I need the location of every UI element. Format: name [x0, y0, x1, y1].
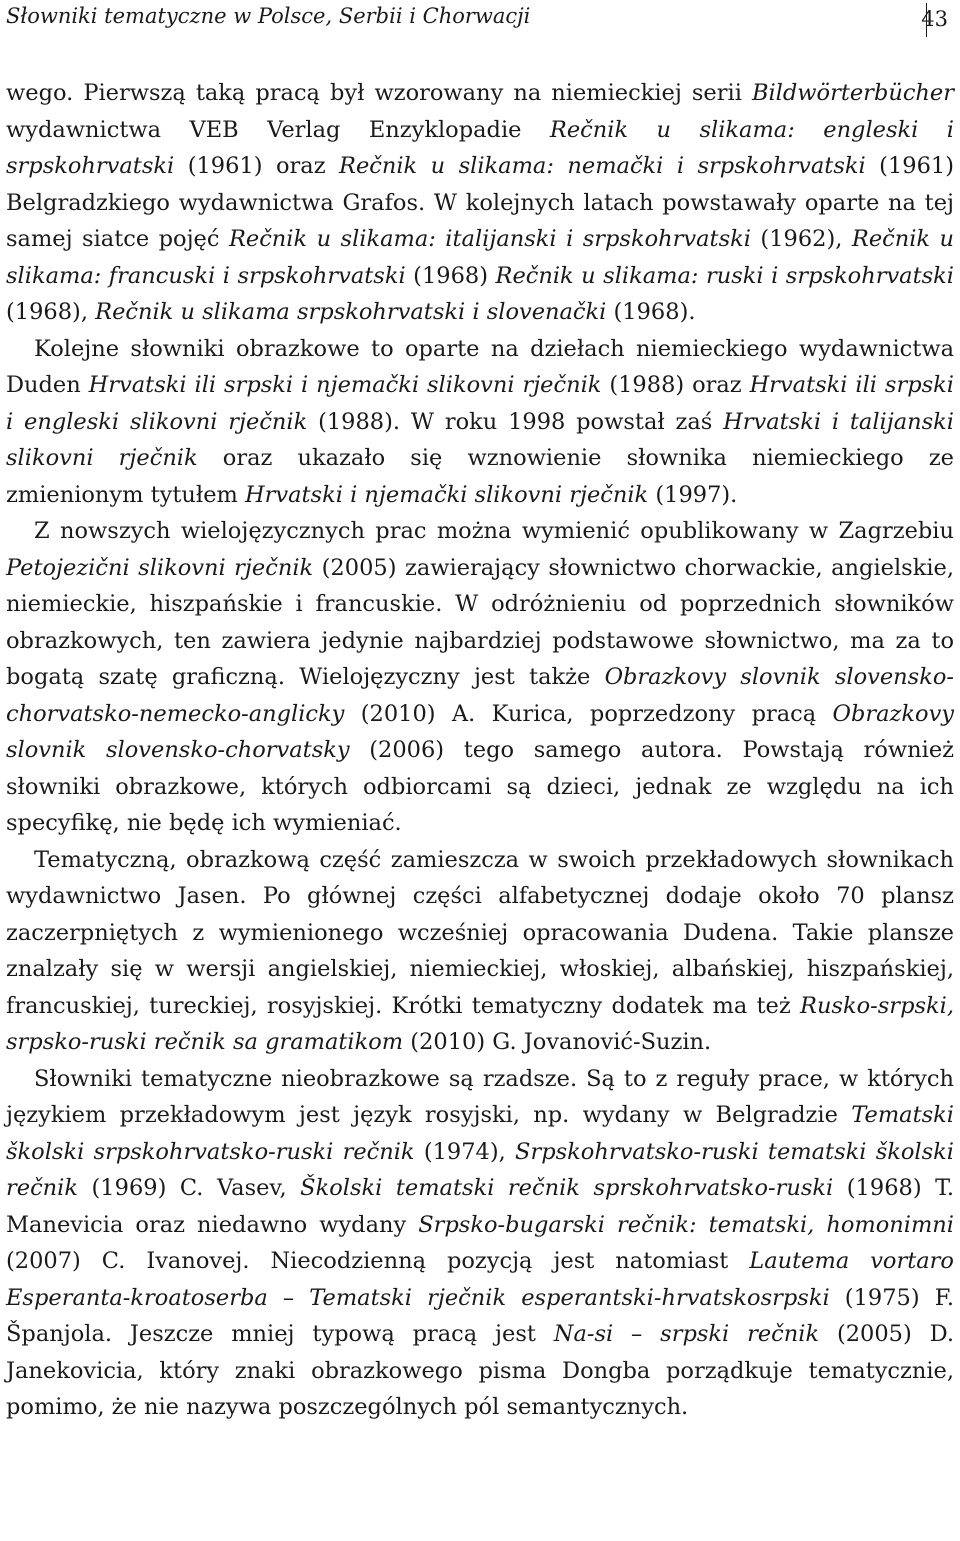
text-run: Tematyczną, obrazkową część zamieszcza w swoich przekładowych słownikach wydawnictwo Jasen. Po głównej części alfabetycznej dodaje około 70 plansz zaczerpniętych z wymienionego wcześniej opracowania Dudena. Takie plansze znalzały się w wersji angielskiej, niemieckiej, włoskiej, albańskiej, hiszpańskiej, francuskiej, tureckiej, rosyjskiej. Krótki tematyczny dodatek ma też: [6, 846, 954, 1019]
italic-title: Rečnik u slikama: nemački i srpskohrvatski: [339, 153, 866, 179]
text-run: (1988) oraz: [601, 372, 750, 398]
text-run: (2005) D. Janekovicia, który znaki obrazkowego pisma Dongba porządkuje tematycznie, pomimo, że nie nazywa poszczególnych pól semantycznych.: [6, 1321, 954, 1420]
italic-title: Hrvatski i njemački slikovni rječnik: [245, 481, 649, 508]
italic-title: Bildwörterbücher: [751, 80, 954, 106]
italic-title: Rečnik u slikama: engleski i srpskohrvatski: [6, 116, 954, 179]
text-run: (1968),: [6, 299, 96, 325]
text-run: (2010) A. Kurica, poprzedzony pracą: [344, 700, 833, 727]
text-run: wego. Pierwszą taką pracą był wzorowany na niemieckiej serii: [6, 80, 752, 106]
italic-title: Rečnik u slikama: italijanski i srpskohrvatski: [228, 226, 751, 252]
paragraph: [6, 1061, 954, 1426]
italic-title: Srpsko-bugarski rečnik: tematski, homonimni: [418, 1211, 954, 1238]
italic-title: Lautema vortaro Esperanta-kroatoserba – Tematski rječnik esperantski-hrvatskosrpski: [6, 1248, 954, 1311]
italic-title: Tematski školski srpskohrvatsko-ruski rečnik: [6, 1102, 954, 1165]
italic-title: Petojezični slikovni rječnik: [6, 554, 314, 581]
text-run: oraz ukazało się wznowienie słownika niemieckiego ze zmienionym tytułem: [6, 445, 954, 508]
text-run: (1975) F. Španjola. Jeszcze mniej typową pracą jest: [6, 1284, 954, 1347]
text-run: (1961) Belgradzkiego wydawnictwa Grafos. W kolejnych latach powstawały oparte na tej samej siatce pojęć: [6, 153, 954, 252]
text-run: (1997).: [648, 481, 738, 508]
text-run: (1962),: [750, 226, 852, 252]
running-title: Słowniki tematyczne w Polsce, Serbii i Chorwacji: [6, 4, 531, 28]
text-run: (1988). W roku 1998 powstał zaś: [307, 408, 724, 435]
italic-title: Srpskohrvatsko-ruski tematski školski rečnik: [6, 1138, 954, 1201]
text-run: Słowniki tematyczne nieobrazkowe są rzadsze. Są to z reguły prace, w których językiem przekładowym jest język rosyjski, np. wydany w Belgradzie: [6, 1065, 954, 1128]
italic-title: Hrvatski ili srpski i njemački slikovni rječnik: [88, 372, 602, 398]
text-run: (2010) G. Jovanović-Suzin.: [403, 1029, 712, 1055]
text-run: (1968): [405, 262, 496, 289]
paragraph: [6, 331, 954, 514]
text-run: (2005) zawierający słownictwo chorwackie, angielskie, niemieckie, hiszpańskie i francuskie. W odróżnieniu od poprzednich słowników obrazkowych, ten zawiera jedynie najbardziej podstawowe słownictwo, ma za to bogatą szatę graficzną. Wielojęzyczny jest także: [6, 554, 954, 690]
italic-title: Obrazkovy slovnik slovensko-chorvatsko-nemecko-anglicky: [6, 664, 954, 727]
body-text: [6, 75, 954, 1426]
text-run: wydawnictwa VEB Verlag Enzyklopadie: [6, 116, 550, 143]
page-number: 43: [921, 7, 948, 31]
document-page: [6, 0, 955, 1420]
italic-title: Rusko-srpski, srpsko-ruski rečnik sa gramatikom: [6, 992, 954, 1055]
paragraph: [6, 842, 954, 1061]
italic-title: Školski tematski rečnik sprskohrvatsko-ruski: [300, 1175, 834, 1201]
italic-title: Hrvatski ili srpski i engleski slikovni rječnik: [6, 372, 954, 435]
text-run: (2006) tego samego autora. Powstają również słowniki obrazkowe, których odbiorcami są dzieci, jednak ze względu na ich specyfikę, nie będę ich wymieniać.: [6, 737, 954, 836]
text-run: Kolejne słowniki obrazkowe to oparte na dziełach niemieckiego wydawnictwa Duden: [6, 335, 954, 398]
paragraph: [6, 75, 954, 331]
italic-title: Na-si – srpski rečnik: [553, 1321, 820, 1347]
italic-title: Rečnik u slikama srpskohrvatski i slovenački: [95, 299, 607, 325]
text-run: (1961) oraz: [174, 153, 340, 179]
italic-title: Hrvatski i talijanski slikovni rječnik: [6, 408, 954, 471]
paragraph: [6, 513, 954, 842]
italic-title: Rečnik u slikama: ruski i srpskohrvatski: [495, 262, 955, 289]
text-run: (2007) C. Ivanovej. Niecodzienną pozycją jest natomiast: [6, 1248, 750, 1274]
text-run: (1968) T. Manevicia oraz niedawno wydany: [6, 1175, 954, 1238]
running-header: [6, 0, 954, 38]
text-run: (1968).: [606, 299, 696, 325]
text-run: (1969) C. Vasev,: [78, 1175, 301, 1201]
italic-title: Obrazkovy slovnik slovensko-chorvatsky: [6, 700, 954, 763]
italic-title: Rečnik u slikama: francuski i srpskohrvatski: [6, 226, 955, 289]
text-run: Z nowszych wielojęzycznych prac można wymienić opublikowany w Zagrzebiu: [34, 518, 954, 544]
text-run: (1974),: [414, 1138, 516, 1165]
